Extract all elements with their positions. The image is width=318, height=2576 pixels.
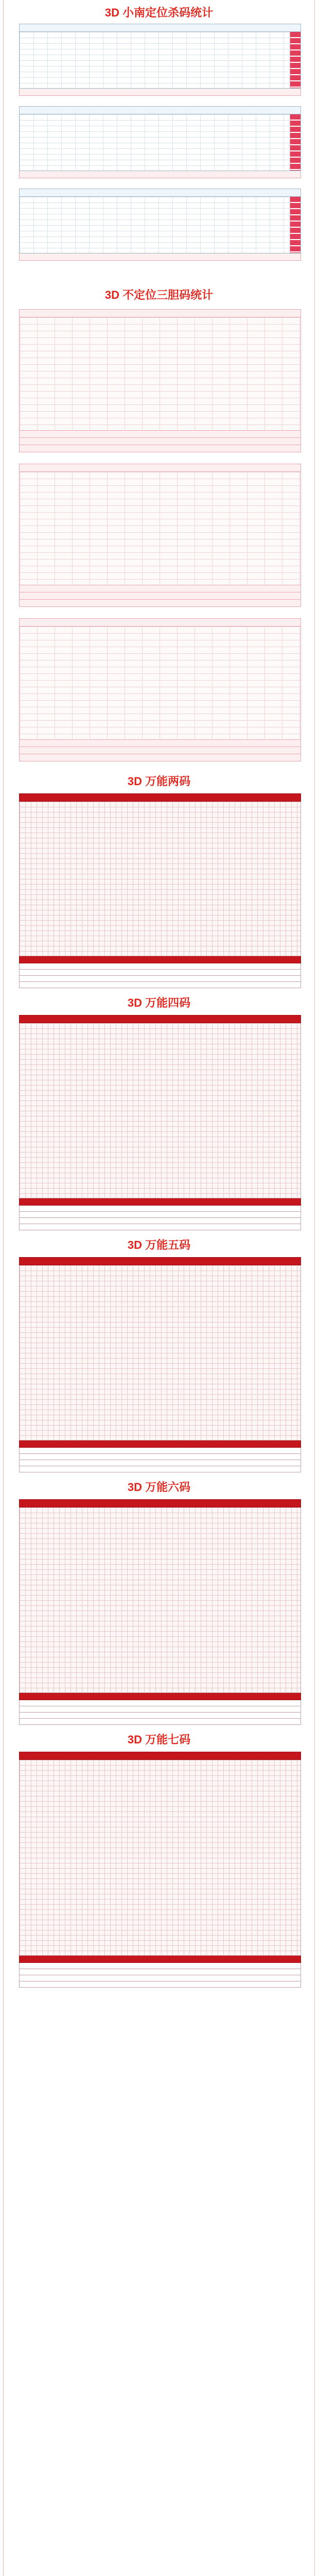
wan-two-stat-row-4 xyxy=(19,982,301,988)
section-title-wan-two: 3D 万能两码 xyxy=(127,775,191,788)
kill-table-1-header xyxy=(19,24,301,32)
wan-seven-stat-row-3 xyxy=(19,1975,301,1981)
wan-two-stat-row-2 xyxy=(19,970,301,976)
dan-table-1-header xyxy=(19,309,301,317)
wan-five-stat-row-1 xyxy=(19,1448,301,1454)
dan-table-3-summary-b xyxy=(19,747,301,754)
wan-two-grid xyxy=(19,802,301,956)
dan-table-1-summary-b xyxy=(19,438,301,445)
wan-four-stat-row-1 xyxy=(19,1206,301,1212)
kill-table-note xyxy=(19,269,301,281)
wan-four-stat-row-3 xyxy=(19,1218,301,1224)
wan-five-stat-row-2 xyxy=(19,1454,301,1460)
wan-seven-table xyxy=(19,1752,301,1989)
wan-two-stat-row-3 xyxy=(19,976,301,982)
dan-table-3-summary-c xyxy=(19,754,301,761)
wan-six-grid xyxy=(19,1507,301,1693)
kill-table-3 xyxy=(19,189,301,266)
wan-two-table xyxy=(19,793,301,989)
wan-seven-axis xyxy=(19,1956,301,1963)
wan-two-header xyxy=(19,793,301,802)
dan-table-1-summary-a xyxy=(19,431,301,438)
wan-five-table xyxy=(19,1257,301,1473)
kill-table-1 xyxy=(19,24,301,101)
wan-four-grid xyxy=(19,1023,301,1198)
kill-table-2-header xyxy=(19,106,301,114)
kill-table-3-header xyxy=(19,189,301,197)
dan-table-2 xyxy=(19,464,301,613)
wan-six-table xyxy=(19,1499,301,1726)
wan-five-axis xyxy=(19,1440,301,1448)
wan-five-grid xyxy=(19,1265,301,1440)
section-title-positional-kill: 3D 小南定位杀码统计 xyxy=(104,6,214,19)
kill-table-3-hit-bar xyxy=(290,197,301,253)
kill-table-1-summary xyxy=(19,89,301,96)
wan-four-axis xyxy=(19,1198,301,1206)
wan-four-stat-row-4 xyxy=(19,1224,301,1230)
wan-four-stat-row-2 xyxy=(19,1212,301,1218)
wan-six-header xyxy=(19,1499,301,1507)
section-title-three-dan: 3D 不定位三胆码统计 xyxy=(104,289,214,301)
wan-two-axis xyxy=(19,956,301,963)
wan-six-stat-row-4 xyxy=(19,1719,301,1725)
section-title-wan-six: 3D 万能六码 xyxy=(127,1481,191,1494)
dan-table-1 xyxy=(19,309,301,459)
kill-table-1-hit-bar xyxy=(290,32,301,88)
wan-four-header xyxy=(19,1015,301,1023)
dan-table-3-summary-a xyxy=(19,740,301,747)
wan-seven-stat-row-2 xyxy=(19,1969,301,1975)
wan-six-stat-row-2 xyxy=(19,1706,301,1713)
kill-table-3-summary xyxy=(19,253,301,261)
dan-table-2-summary-c xyxy=(19,600,301,607)
wan-four-table xyxy=(19,1015,301,1231)
dan-table-1-grid xyxy=(19,317,301,431)
wan-six-stat-row-3 xyxy=(19,1713,301,1719)
wan-five-stat-row-3 xyxy=(19,1460,301,1466)
wan-five-header xyxy=(19,1257,301,1265)
dan-table-2-summary-a xyxy=(19,585,301,592)
wan-two-stat-row-1 xyxy=(19,963,301,970)
section-title-wan-seven: 3D 万能七码 xyxy=(127,1733,191,1746)
dan-table-2-header xyxy=(19,464,301,472)
kill-table-2-hit-bar xyxy=(290,114,301,171)
wan-seven-stat-row-1 xyxy=(19,1963,301,1969)
dan-table-1-summary-c xyxy=(19,445,301,452)
wan-seven-stat-row-4 xyxy=(19,1981,301,1988)
wan-seven-header xyxy=(19,1752,301,1760)
kill-table-3-grid xyxy=(19,197,301,253)
kill-table-2-summary xyxy=(19,171,301,178)
wan-six-axis xyxy=(19,1693,301,1700)
dan-table-3 xyxy=(19,618,301,768)
section-title-wan-five: 3D 万能五码 xyxy=(127,1239,191,1251)
statistics-page xyxy=(3,0,315,2576)
wan-six-stat-row-1 xyxy=(19,1700,301,1706)
dan-table-2-grid xyxy=(19,472,301,585)
dan-table-3-header xyxy=(19,618,301,626)
dan-table-3-grid xyxy=(19,626,301,740)
wan-seven-grid xyxy=(19,1760,301,1956)
kill-table-caption xyxy=(19,269,301,277)
section-title-wan-four: 3D 万能四码 xyxy=(127,996,191,1009)
kill-table-2-grid xyxy=(19,114,301,171)
kill-table-1-grid xyxy=(19,32,301,89)
wan-five-stat-row-4 xyxy=(19,1466,301,1472)
kill-table-2 xyxy=(19,106,301,183)
dan-table-2-summary-b xyxy=(19,592,301,600)
